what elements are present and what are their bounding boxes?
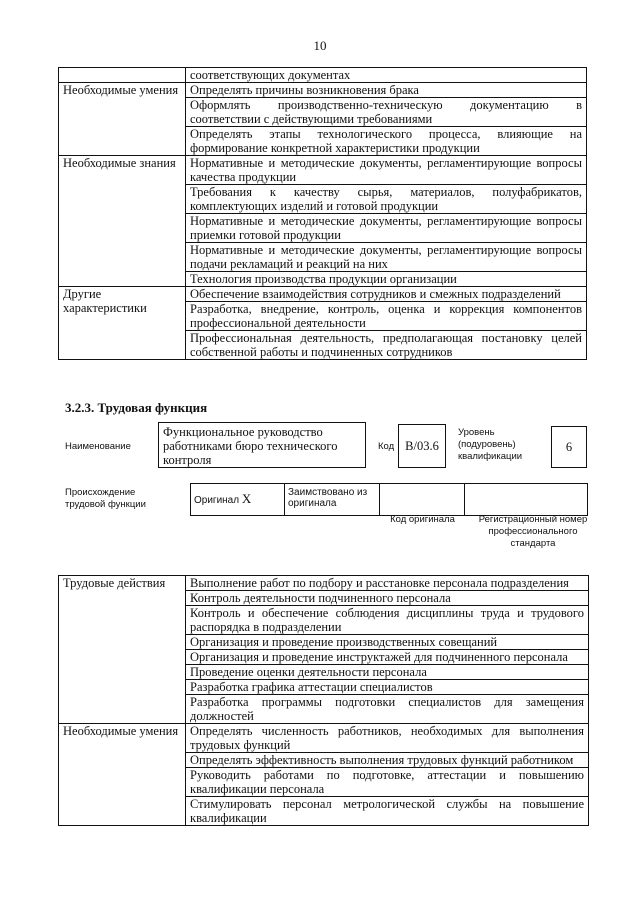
top-requirements-table <box>58 67 587 360</box>
list-item: Обеспечение взаимодействия сотрудников и смежных подразделений <box>186 287 587 302</box>
name-label: Наименование <box>65 441 131 452</box>
list-item: Оформлять производственно-техническую документацию в соответствии с действующими требованиями <box>186 98 587 127</box>
code-box: В/03.6 <box>398 424 446 468</box>
list-item: соответствующих документах <box>186 68 587 83</box>
list-item: Разработка программы подготовки специалистов для замещения должностей <box>186 695 589 724</box>
list-item: Нормативные и методические документы, регламентирующие вопросы приемки готовой продукции <box>186 214 587 243</box>
list-item: Нормативные и методические документы, регламентирующие вопросы качества продукции <box>186 156 587 185</box>
original-mark: X <box>241 491 252 506</box>
table-row <box>59 576 589 591</box>
row-category <box>59 68 186 83</box>
row-category: Необходимые знания <box>59 156 186 287</box>
list-item: Контроль и обеспечение соблюдения дисциплины труда и трудового распорядка в подразделении <box>186 606 589 635</box>
origin-label: Происхождение трудовой функции <box>65 487 146 510</box>
list-item: Определять этапы технологического процесса, влияющие на формирование конкретной характеристики продукции <box>186 127 587 156</box>
origin-table <box>190 483 588 516</box>
level-box: 6 <box>551 426 587 468</box>
table-row <box>59 83 587 98</box>
bottom-actions-table <box>58 575 589 826</box>
list-item: Определять причины возникновения брака <box>186 83 587 98</box>
table-row <box>59 287 587 302</box>
list-item: Выполнение работ по подбору и расстановке персонала подразделения <box>186 576 589 591</box>
list-item: Проведение оценки деятельности персонала <box>186 665 589 680</box>
list-item: Разработка графика аттестации специалистов <box>186 680 589 695</box>
list-item: Контроль деятельности подчиненного персонала <box>186 591 589 606</box>
list-item: Разработка, внедрение, контроль, оценка и коррекция компонентов профессиональной деятельности <box>186 302 587 331</box>
row-category: Другие характеристики <box>59 287 186 360</box>
list-item: Организация и проведение инструктажей для подчиненного персонала <box>186 650 589 665</box>
list-item: Определять эффективность выполнения трудовых функций работником <box>186 753 589 768</box>
reg-number-cell <box>465 484 588 516</box>
level-label: Уровень (подуровень) квалификации <box>458 427 523 462</box>
borrowed-cell: Заимствовано из оригинала <box>285 484 380 516</box>
list-item: Нормативные и методические документы, регламентирующие вопросы подачи рекламаций и реакций на них <box>186 243 587 272</box>
original-label: Оригинал <box>194 495 240 506</box>
code-original-caption: Код оригинала <box>390 514 455 525</box>
list-item: Требования к качеству сырья, материалов, полуфабрикатов, комплектующих изделий и готовой продукции <box>186 185 587 214</box>
list-item: Организация и проведение производственных совещаний <box>186 635 589 650</box>
list-item: Стимулировать персонал метрологической службы на повышение квалификации <box>186 797 589 826</box>
table-row <box>59 724 589 753</box>
table-row <box>59 68 587 83</box>
section-title: 3.2.3. Трудовая функция <box>65 400 208 415</box>
function-name-box: Функциональное руководство работниками бюро технического контроля <box>158 422 366 468</box>
table-row <box>59 156 587 185</box>
row-category: Трудовые действия <box>59 576 186 724</box>
code-label: Код <box>378 441 395 452</box>
page-number: 10 <box>313 38 327 53</box>
list-item: Технология производства продукции организации <box>186 272 587 287</box>
list-item: Профессиональная деятельность, предполагающая постановку целей собственной работы и подчиненных сотрудников <box>186 331 587 360</box>
list-item: Руководить работами по подготовке, аттестации и повышению квалификации персонала <box>186 768 589 797</box>
code-original-cell <box>380 484 465 516</box>
list-item: Определять численность работников, необходимых для выполнения трудовых функций <box>186 724 589 753</box>
row-category: Необходимые умения <box>59 724 186 826</box>
original-cell <box>191 484 285 516</box>
reg-number-caption: Регистрационный номер профессионального стандарта <box>478 514 588 549</box>
row-category: Необходимые умения <box>59 83 186 156</box>
